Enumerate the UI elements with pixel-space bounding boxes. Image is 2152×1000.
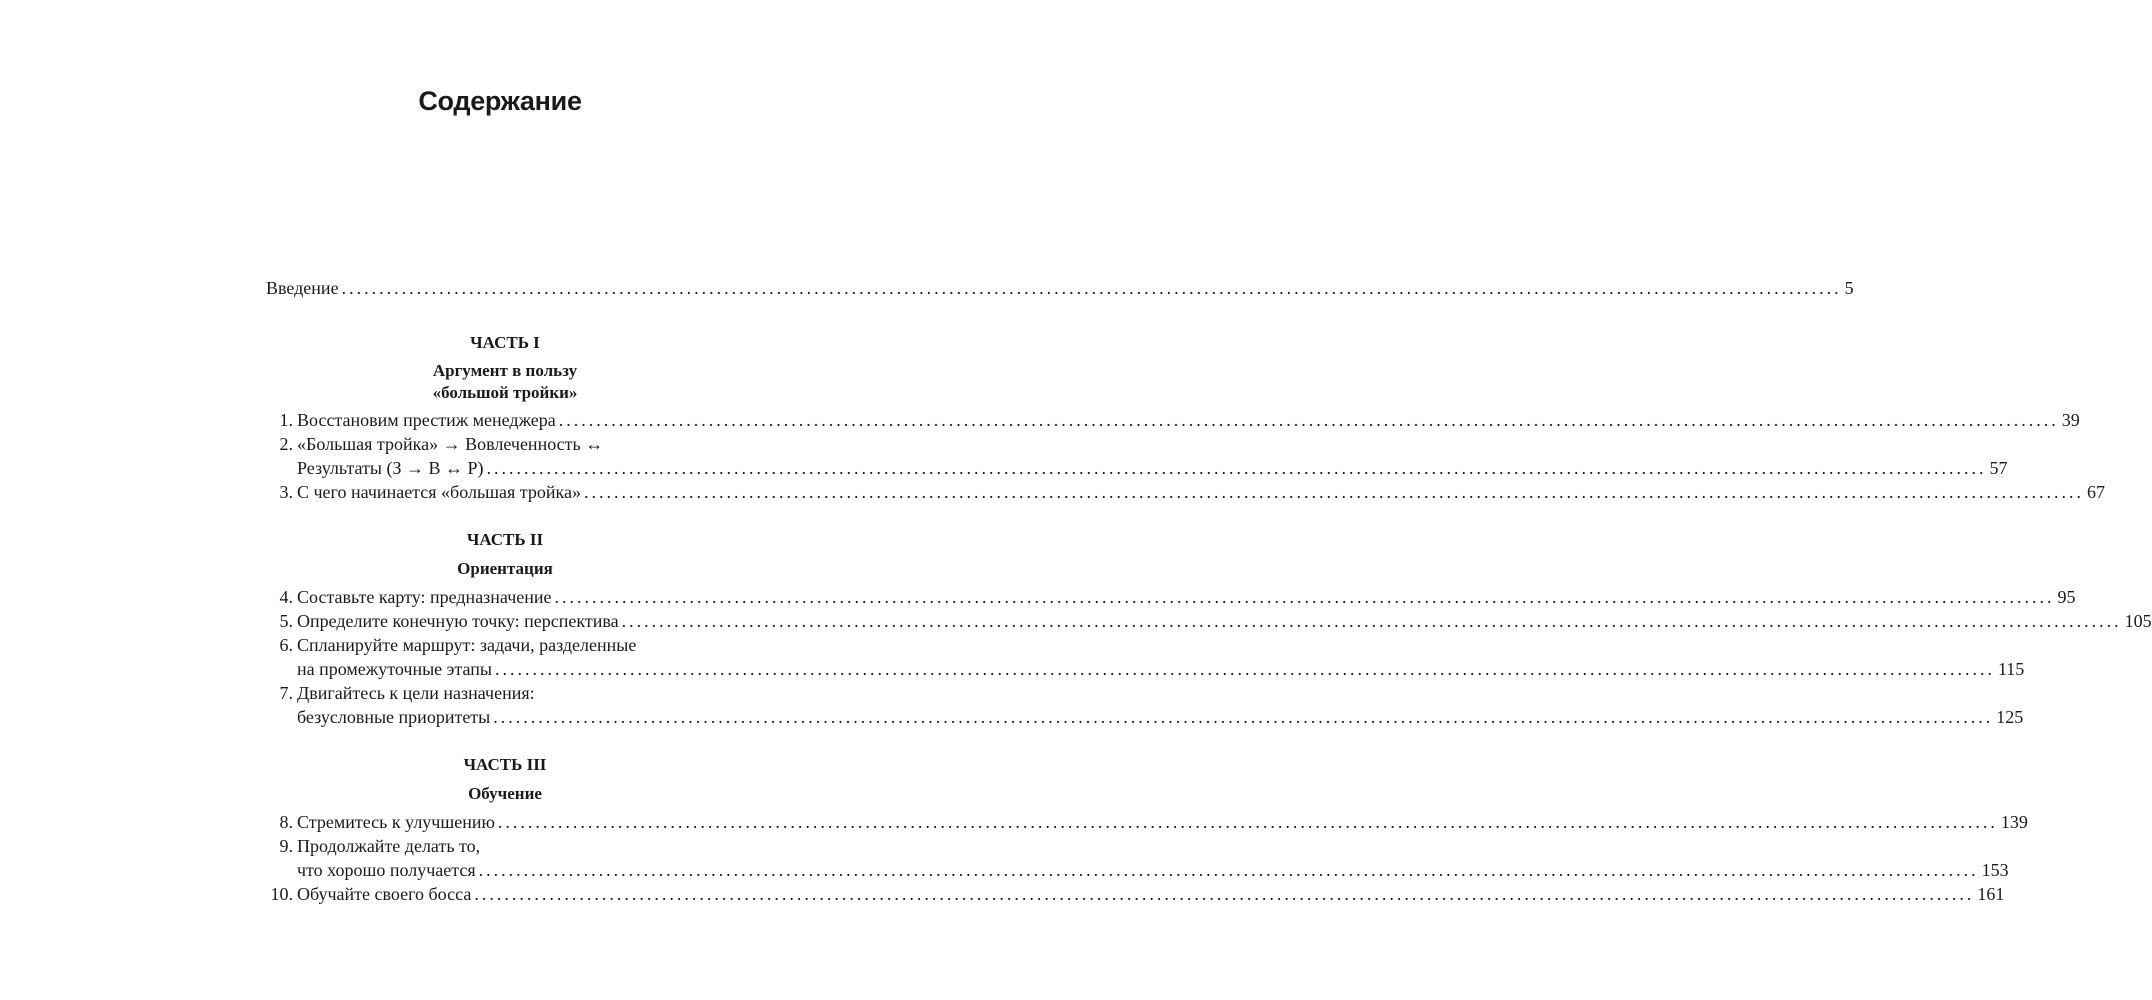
part-title-line: Обучение xyxy=(468,784,542,803)
entry-page-number: 125 xyxy=(1996,707,2024,727)
page-title: Содержание xyxy=(418,86,582,116)
entry-label: С чего начинается «большая тройка» xyxy=(297,482,581,502)
toc-entry-chapter-10[interactable] xyxy=(266,882,2005,906)
entry-label: Двигайтесь к цели назначения: xyxy=(297,683,535,703)
dot-leader: ........................................................................................................................................................................................................ xyxy=(494,659,1995,679)
toc-entry-chapter-1[interactable] xyxy=(266,408,2080,432)
toc-entry-chapter-5[interactable] xyxy=(266,609,2152,633)
dot-leader: ........................................................................................................................................................................................................ xyxy=(478,860,1979,880)
entry-page-number: 161 xyxy=(1977,884,2005,904)
chapter-number: 4. xyxy=(279,587,293,607)
part-3 xyxy=(266,754,2028,906)
chapter-number: 3. xyxy=(279,482,293,502)
entry-label: Восстановим престиж менеджера xyxy=(297,410,556,430)
entry-page-number: 95 xyxy=(2057,587,2076,607)
toc-entry-chapter-2[interactable] xyxy=(266,432,2008,480)
entry-page-number: 57 xyxy=(1989,458,2008,478)
dot-leader: ........................................................................................................................................................................................................ xyxy=(341,278,1842,298)
toc-entry-chapter-9[interactable] xyxy=(266,834,2009,882)
entry-page-number: 5 xyxy=(1844,278,1854,298)
dot-leader: ........................................................................................................................................................................................................ xyxy=(486,458,1987,478)
part-1 xyxy=(266,332,2105,504)
entry-page-number: 67 xyxy=(2086,482,2105,502)
entry-page-number: 153 xyxy=(1981,860,2009,880)
part-title-line: Ориентация xyxy=(457,559,553,578)
entry-page-number: 105 xyxy=(2124,611,2152,631)
entry-label: Обучайте своего босса xyxy=(297,884,472,904)
dot-leader: ........................................................................................................................................................................................................ xyxy=(554,587,2055,607)
chapter-number: 6. xyxy=(279,635,293,655)
entry-label: Определите конечную точку: перспектива xyxy=(297,611,619,631)
part-title-line: Аргумент в пользу xyxy=(432,361,578,380)
entry-page-number: 39 xyxy=(2061,410,2080,430)
chapter-number: 2. xyxy=(279,434,293,454)
entry-label-continued: что хорошо получается xyxy=(297,860,476,880)
chapter-number: 9. xyxy=(279,836,293,856)
part-title-line: «большой тройки» xyxy=(432,383,578,402)
dot-leader: ........................................................................................................................................................................................................ xyxy=(474,884,1975,904)
entry-label: Продолжайте делать то, xyxy=(297,836,481,856)
entry-label: Введение xyxy=(266,278,339,298)
toc-entry-chapter-4[interactable] xyxy=(266,585,2076,609)
toc-entry-introduction[interactable] xyxy=(266,276,1854,300)
entry-page-number: 115 xyxy=(1997,659,2025,679)
chapter-number: 8. xyxy=(279,812,293,832)
chapter-number: 10. xyxy=(270,884,293,904)
chapter-number: 1. xyxy=(279,410,293,430)
entry-label-continued: Результаты (З → В ↔ Р) xyxy=(297,458,484,478)
dot-leader: ........................................................................................................................................................................................................ xyxy=(497,812,1998,832)
dot-leader: ........................................................................................................................................................................................................ xyxy=(621,611,2122,631)
part-label: ЧАСТЬ II xyxy=(466,530,544,549)
entry-label: Составьте карту: предназначение xyxy=(297,587,552,607)
part-label: ЧАСТЬ III xyxy=(463,755,547,774)
toc-entry-chapter-3[interactable] xyxy=(266,480,2105,504)
toc-entry-chapter-6[interactable] xyxy=(266,633,2025,681)
entry-label: Стремитесь к улучшению xyxy=(297,812,495,832)
dot-leader: ........................................................................................................................................................................................................ xyxy=(493,707,1994,727)
dot-leader: ........................................................................................................................................................................................................ xyxy=(583,482,2084,502)
part-2 xyxy=(266,529,2152,729)
table-of-contents xyxy=(266,276,2152,906)
chapter-number: 5. xyxy=(279,611,293,631)
toc-entry-chapter-7[interactable] xyxy=(266,681,2024,729)
entry-label-continued: на промежуточные этапы xyxy=(297,659,492,679)
entry-label: «Большая тройка» → Вовлеченность ↔ xyxy=(297,434,604,454)
entry-label-continued: безусловные приоритеты xyxy=(297,707,491,727)
entry-page-number: 139 xyxy=(2000,812,2028,832)
entry-label: Спланируйте маршрут: задачи, разделенные xyxy=(297,635,637,655)
part-label: ЧАСТЬ I xyxy=(470,333,540,352)
dot-leader: ........................................................................................................................................................................................................ xyxy=(558,410,2059,430)
toc-entry-chapter-8[interactable] xyxy=(266,810,2028,834)
chapter-number: 7. xyxy=(279,683,293,703)
